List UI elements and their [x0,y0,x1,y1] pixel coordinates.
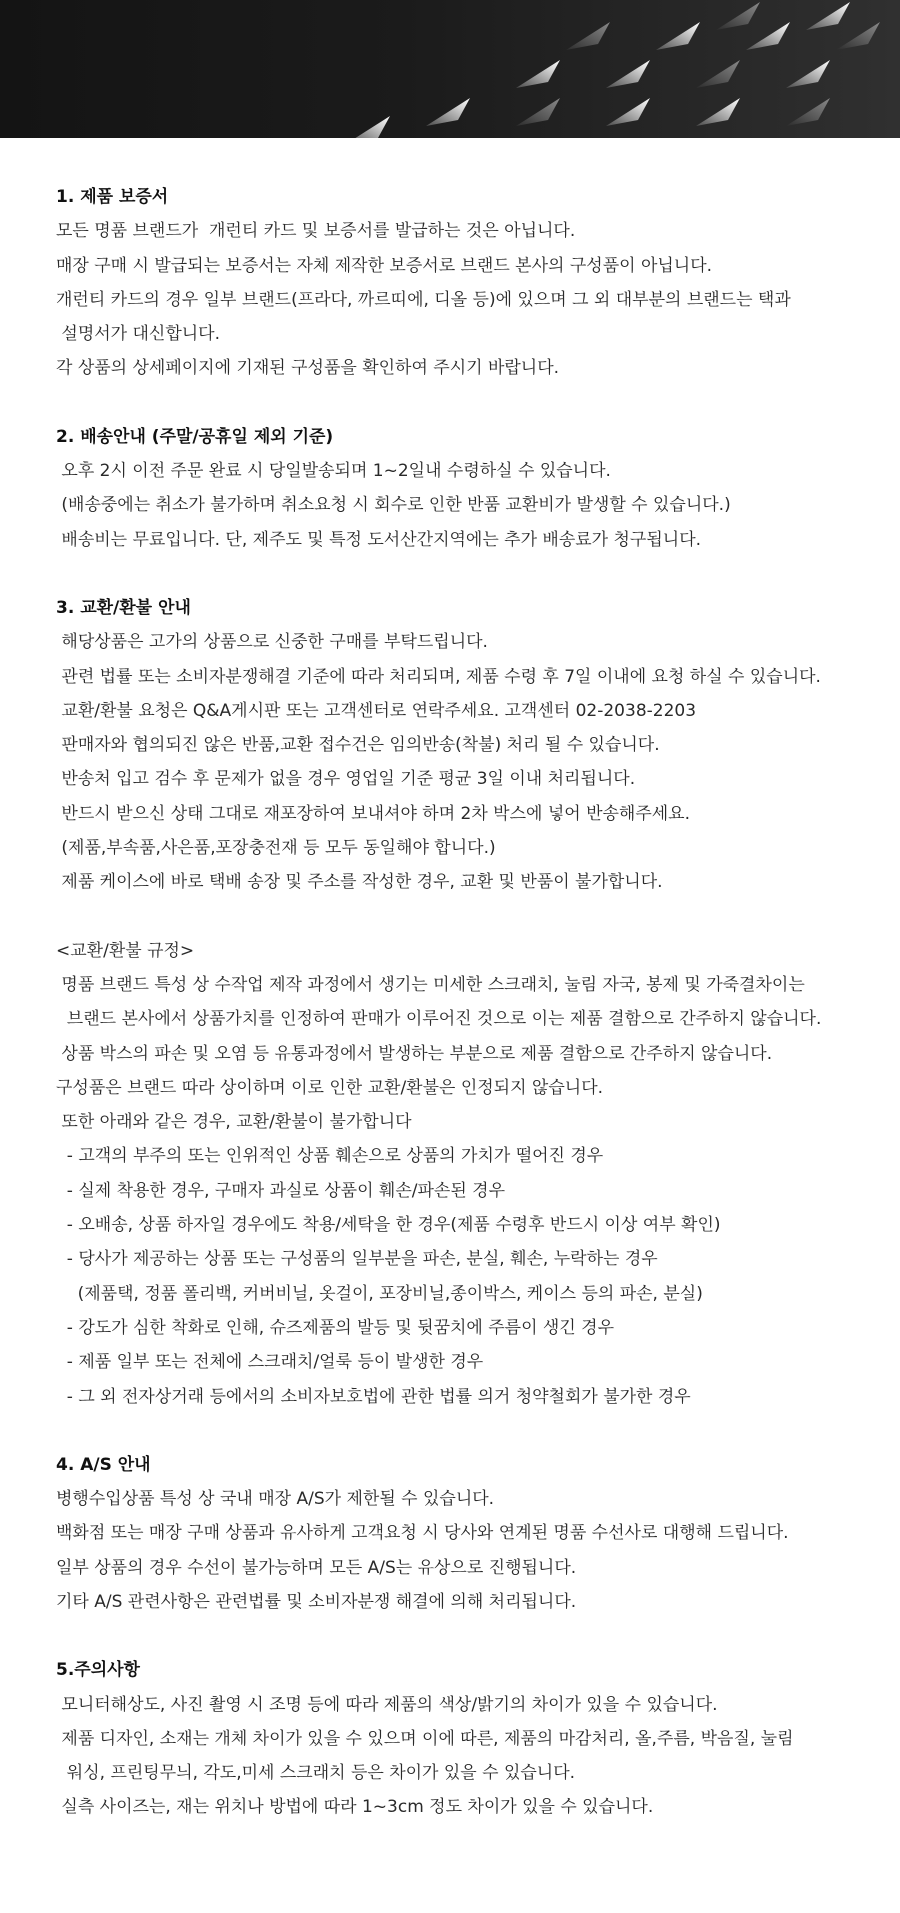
policy-section [56,591,900,900]
banner-triangle [346,116,390,138]
banner-triangle [696,98,740,126]
banner-triangle [426,98,470,126]
policy-line: (배송중에는 취소가 불가하며 취소요청 시 회수로 인한 반품 교환비가 발생할 수 있습니다.) [56,495,731,516]
header-banner [0,0,900,138]
banner-triangle [606,60,650,88]
section-title: 5.주의사항 [56,1660,140,1681]
policy-line: (제품,부속품,사은품,포장충전재 등 모두 동일해야 합니다.) [56,838,496,859]
policy-section [56,1653,900,1824]
policy-line: 모든 명품 브랜드가 개런티 카드 및 보증서를 발급하는 것은 아닙니다. [56,221,576,242]
section-title: 3. 교환/환불 안내 [56,597,191,618]
policy-line: 모니터해상도, 사진 촬영 시 조명 등에 따라 제품의 색상/밝기의 차이가 있을 수 있습니다. [56,1694,718,1715]
policy-line: 각 상품의 상세페이지에 기재된 구성품을 확인하여 주시기 바랍니다. [56,358,560,379]
policy-line: 오후 2시 이전 주문 완료 시 당일발송되며 1~2일내 수령하실 수 있습니다. [56,461,611,482]
banner-triangle [516,98,560,126]
section-title: 1. 제품 보증서 [56,187,169,207]
policy-line: 해당상품은 고가의 상품으로 신중한 구매를 부탁드립니다. [56,632,488,653]
policy-line: 개런티 카드의 경우 일부 브랜드(프라다, 까르띠에, 디올 등)에 있으며 그 외 대부분의 브랜드는 택과 [56,289,791,310]
policy-line: 일부 상품의 경우 수선이 불가능하며 모든 A/S는 유상으로 진행됩니다. [56,1557,577,1578]
section-title: 2. 배송안내 (주말/공휴일 제외 기준) [56,426,334,447]
banner-triangle [836,22,880,50]
policy-line: 명품 브랜드 특성 상 수작업 제작 과정에서 생기는 미세한 스크래치, 눌림 자국, 봉제 및 가죽결차이는 [56,974,805,995]
policy-line: <교환/환불 규정> [56,940,195,961]
policy-line: 교환/환불 요청은 Q&A게시판 또는 고객센터로 연락주세요. 고객센터 02-2038-2203 [56,700,697,721]
policy-line: 반드시 받으신 상태 그대로 재포장하여 보내셔야 하며 2차 박스에 넣어 반송해주세요. [56,803,691,824]
policy-line: 설명서가 대신합니다. [56,324,221,345]
policy-line: 제품 디자인, 소재는 개체 차이가 있을 수 있으며 이에 따른, 제품의 마감처리, 올,주름, 박음질, 눌림 [56,1728,794,1749]
policy-line: 상품 박스의 파손 및 오염 등 유통과정에서 발생하는 부분으로 제품 결함으로 간주하지 않습니다. [56,1043,773,1064]
policy-line: - 실제 착용한 경우, 구매자 과실로 상품이 훼손/파손된 경우 [56,1180,506,1201]
banner-pattern [0,0,900,138]
policy-line: 또한 아래와 같은 경우, 교환/환불이 불가합니다 [56,1112,412,1133]
policy-line: 반송처 입고 검수 후 문제가 없을 경우 영업일 기준 평균 3일 이내 처리됩니다. [56,769,636,790]
banner-triangle [746,22,790,50]
banner-triangle [606,98,650,126]
policy-line: 판매자와 협의되진 않은 반품,교환 접수건은 임의반송(착불) 처리 될 수 있습니다. [56,735,660,756]
policy-line: 실측 사이즈는, 재는 위치나 방법에 따라 1~3cm 정도 차이가 있을 수 있습니다. [56,1797,654,1818]
policy-line: 매장 구매 시 발급되는 보증서는 자체 제작한 보증서로 브랜드 본사의 구성품이 아닙니다. [56,255,713,276]
policy-line: 백화점 또는 매장 구매 상품과 유사하게 고객요청 시 당사와 연계된 명품 수선사로 대행해 드립니다. [56,1523,789,1544]
policy-line: (제품택, 정품 폴리백, 커버비닐, 옷걸이, 포장비닐,종이박스, 케이스 등의 파손, 분실) [56,1283,703,1304]
banner-triangle [716,2,760,30]
section-title: 4. A/S 안내 [56,1454,151,1475]
policy-line: - 그 외 전자상거래 등에서의 소비자보호법에 관한 법률 의거 청약철회가 불가한 경우 [56,1386,691,1407]
policy-line: 배송비는 무료입니다. 단, 제주도 및 특정 도서산간지역에는 추가 배송료가 청구됩니다. [56,529,702,550]
policy-line: - 강도가 심한 착화로 인해, 슈즈제품의 발등 및 뒷꿈치에 주름이 생긴 경우 [56,1317,615,1338]
policy-line: 제품 케이스에 바로 택배 송장 및 주소를 작성한 경우, 교환 및 반품이 불가합니다. [56,872,663,893]
policy-line: 브랜드 본사에서 상품가치를 인정하여 판매가 이루어진 것으로 이는 제품 결함으로 간주하지 않습니다. [56,1009,822,1030]
policy-section [56,1448,900,1619]
banner-triangle [566,22,610,50]
policy-section [56,420,900,557]
policy-line: - 고객의 부주의 또는 인위적인 상품 훼손으로 상품의 가치가 떨어진 경우 [56,1146,604,1167]
policy-line: - 오배송, 상품 하자일 경우에도 착용/세탁을 한 경우(제품 수령후 반드시 이상 여부 확인) [56,1215,721,1236]
policy-line: - 당사가 제공하는 상품 또는 구성품의 일부분을 파손, 분실, 훼손, 누락하는 경우 [56,1249,658,1270]
policy-content [0,138,900,1859]
policy-line: 관련 법률 또는 소비자분쟁해결 기준에 따라 처리되며, 제품 수령 후 7일 이내에 요청 하실 수 있습니다. [56,666,821,687]
banner-triangle [656,22,700,50]
policy-line: 구성품은 브랜드 따라 상이하며 이로 인한 교환/환불은 인정되지 않습니다. [56,1077,604,1098]
banner-triangle [806,2,850,30]
banner-triangle [516,60,560,88]
banner-triangle [786,98,830,126]
policy-section [56,934,900,1414]
policy-line: 워싱, 프린팅무늬, 각도,미세 스크래치 등은 차이가 있을 수 있습니다. [56,1763,576,1784]
policy-line: 기타 A/S 관련사항은 관련법률 및 소비자분쟁 해결에 의해 처리됩니다. [56,1591,577,1612]
policy-section [56,180,900,386]
policy-line: - 제품 일부 또는 전체에 스크래치/얼룩 등이 발생한 경우 [56,1352,484,1373]
banner-triangle [696,60,740,88]
banner-triangle [786,60,830,88]
policy-line: 병행수입상품 특성 상 국내 매장 A/S가 제한될 수 있습니다. [56,1489,495,1510]
